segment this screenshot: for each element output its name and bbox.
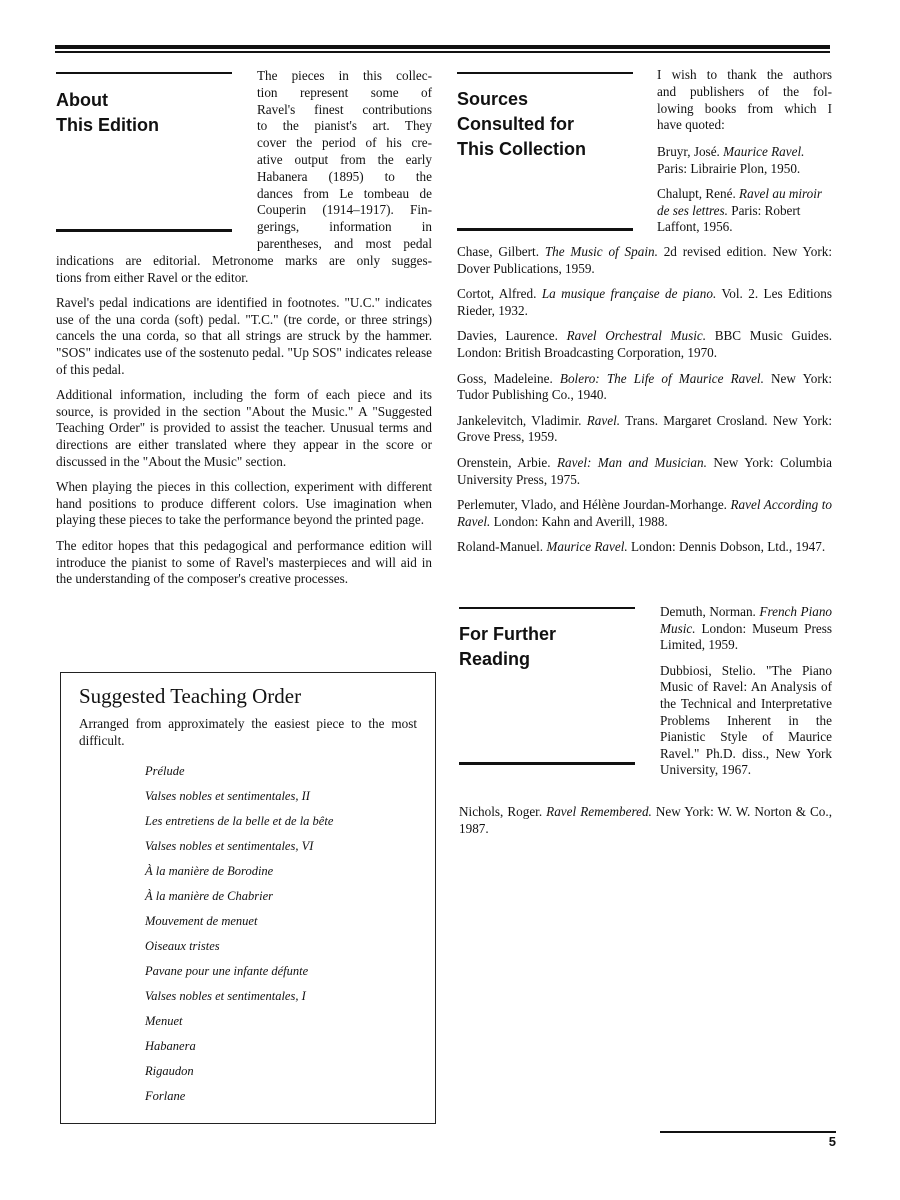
sources-intro-line: I wish to thank the authors — [657, 67, 832, 82]
ref-author: Roland-Manuel. — [457, 539, 544, 555]
ref-author: Nichols, Roger. — [459, 804, 543, 819]
ref-publication: 2d revised edition. New York: Dover Publications, 1959. — [457, 244, 833, 276]
ref-publication: BBC Music Guides. London: British Broadcasting Corporation, 1970. — [457, 328, 833, 360]
ref-publication: Vol. 2. Les Editions Rieder, 1932. — [457, 286, 832, 318]
ref-title: Ravel. — [586, 412, 621, 428]
teaching-order-box — [60, 672, 436, 1124]
teaching-order-item: Pavane pour une infante défunte — [145, 964, 309, 978]
sources-ref — [457, 497, 832, 530]
sources-heading-line3: This Collection — [457, 139, 587, 159]
ref-author: Chase, Gilbert. — [457, 244, 539, 259]
teaching-order-item: Forlane — [145, 1089, 186, 1103]
sources-heading-line1: Sources — [457, 89, 529, 109]
about-side-line: Habanera (1895) to the — [257, 168, 432, 184]
sources-rule-bottom — [457, 228, 633, 231]
teaching-order-item: Oiseaux tristes — [145, 939, 220, 953]
ref-author: Bruyr, José. — [657, 144, 720, 159]
about-side-line: parentheses, and most pedal — [257, 235, 432, 251]
about-rule-top — [56, 72, 232, 74]
ref-publication: New York: W. W. Norton & Co., 1987. — [459, 804, 832, 836]
further-refs — [459, 804, 832, 846]
ref-publication: London: Dennis Dobson, Ltd., 1947. — [630, 539, 826, 555]
about-rule-bottom — [56, 229, 232, 232]
further-heading-line1: For Further — [459, 624, 556, 644]
about-heading — [56, 88, 159, 138]
top-rule-thin — [55, 51, 830, 53]
sources-side-ref — [657, 144, 832, 177]
ref-title: Ravel: Man and Musician. — [556, 454, 707, 470]
about-side-line: ative output from the early — [257, 151, 432, 167]
further-ref — [459, 804, 832, 837]
sources-ref — [457, 455, 832, 488]
teaching-order-item: Valses nobles et sentimentales, VI — [145, 839, 314, 853]
ref-publication: Paris: Librairie Plon, 1950. — [657, 160, 801, 176]
ref-author: Jankelevitch, Vladimir. — [457, 412, 582, 428]
teaching-order-item: Menuet — [145, 1014, 183, 1028]
teaching-order-list — [145, 759, 333, 1109]
ref-title: Ravel au miroir de ses lettres. — [657, 186, 823, 218]
ref-title: La musique française de piano. — [541, 286, 717, 302]
sources-heading — [457, 87, 586, 162]
about-paragraph-hopes: The editor hopes that this pedagogical and performance edition will introduce the pianist to some of Ravel's masterpieces and will aid in the understanding of the composer's creative processes. — [56, 537, 432, 587]
sources-rule-top — [457, 72, 633, 74]
sources-intro-line: and publishers of the fol- — [657, 83, 832, 99]
footer-rule — [660, 1131, 836, 1133]
teaching-order-item: Rigaudon — [145, 1064, 194, 1078]
teaching-order-item: Les entretiens de la belle et de la bête — [145, 814, 334, 828]
sources-ref — [457, 286, 832, 319]
about-heading-line2: This Edition — [56, 115, 159, 135]
ref-title: Ravel According to Ravel. — [457, 497, 833, 529]
sources-intro — [657, 67, 832, 134]
ref-publication: "The Piano Music of Ravel: An Analysis of the Technical and Interpretative Problems Inherent in the Pianistic Style of Maurice Ravel." Ph.D. diss., New York University, 1967. — [660, 662, 832, 778]
sources-intro-line: have quoted: — [657, 117, 725, 133]
about-side-line: cover the period of his cre- — [257, 135, 432, 151]
about-paragraph-pedal: Ravel's pedal indications are identified in footnotes. "U.C." indicates use of the una corda (soft) pedal. "T.C." (tre corde, or three strings) cancels the una corda, so that all strings are struck by the hammer. "SOS" indicates use of the sostenuto pedal. "Up SOS" indicates release of this pedal. — [56, 295, 432, 377]
about-full-line: indications are editorial. Metronome marks are only sugges- — [56, 253, 432, 268]
ref-title: The Music of Spain. — [544, 244, 658, 259]
teaching-order-item: À la manière de Borodine — [145, 864, 274, 878]
teaching-order-title: Suggested Teaching Order — [79, 684, 302, 708]
about-paragraph-additional: Additional information, including the form of each piece and its source, is provided in the section "About the Music." A "Suggested Teaching Order" is provided to assist the teacher. Unusual terms and directions are either translated where they appear in the score or discussed in the "About the Music" section. — [56, 387, 432, 469]
about-full-line: tions from either Ravel or the editor. — [56, 269, 249, 285]
about-side-line: The pieces in this collec- — [257, 68, 432, 83]
teaching-order-item: À la manière de Chabrier — [145, 889, 273, 903]
ref-author: Goss, Madeleine. — [457, 370, 553, 386]
ref-publication: New York: Tudor Publishing Co., 1940. — [457, 370, 833, 403]
ref-title: Ravel Remembered. — [546, 804, 652, 819]
about-side-line: Ravel's finest contributions — [257, 101, 432, 117]
top-rule-thick — [55, 45, 830, 49]
teaching-order-item: Habanera — [145, 1039, 196, 1053]
ref-author: Davies, Laurence. — [457, 328, 558, 344]
further-side-refs — [660, 604, 832, 788]
about-paragraph-playing: When playing the pieces in this collection, experiment with different hand positions to produce different colors. Use imagination when playing these pieces to take the performance beyond the printed page. — [56, 479, 432, 528]
ref-publication: Paris: Robert Laffont, 1956. — [657, 202, 801, 235]
ref-publication: New York: Columbia University Press, 1975. — [457, 454, 833, 487]
about-side-text — [257, 68, 432, 253]
ref-author: Orenstein, Arbie. — [457, 454, 551, 470]
further-rule-bottom — [459, 762, 635, 765]
further-heading-line2: Reading — [459, 649, 531, 669]
sources-ref — [457, 244, 832, 277]
ref-title: Ravel Orchestral Music. — [566, 328, 707, 344]
about-side-line: to the pianist's art. They — [257, 118, 432, 134]
teaching-order-item: Valses nobles et sentimentales, II — [145, 789, 310, 803]
ref-publication: London: Kahn and Averill, 1988. — [493, 513, 668, 529]
ref-author: Cortot, Alfred. — [457, 286, 537, 302]
ref-title: Maurice Ravel. — [723, 144, 805, 159]
teaching-order-item: Valses nobles et sentimentales, I — [145, 989, 306, 1003]
further-rule-top — [459, 607, 635, 609]
about-side-line: gerings, information in — [257, 219, 432, 235]
teaching-order-description: Arranged from approximately the easiest piece to the most difficult. — [79, 716, 417, 748]
further-heading — [459, 622, 556, 672]
ref-title: Bolero: The Life of Maurice Ravel. — [559, 370, 764, 386]
ref-publication: Trans. Margaret Crosland. New York: Grove Press, 1959. — [457, 412, 833, 445]
ref-author: Dubbiosi, Stelio. — [660, 662, 756, 678]
ref-author: Chalupt, René. — [657, 186, 736, 202]
sources-ref — [457, 328, 832, 361]
sources-heading-line2: Consulted for — [457, 114, 574, 134]
about-body — [56, 253, 432, 597]
ref-title: French Piano Music. — [660, 604, 833, 636]
sources-ref — [457, 413, 832, 446]
sources-ref — [457, 371, 832, 404]
sources-side-refs — [657, 144, 832, 245]
page-number: 5 — [828, 1134, 836, 1149]
further-side-ref — [660, 663, 832, 779]
about-heading-line1: About — [56, 90, 108, 110]
about-side-line: tion represent some of — [257, 84, 432, 100]
teaching-order-item: Mouvement de menuet — [145, 914, 258, 928]
further-side-ref — [660, 604, 832, 654]
sources-ref — [457, 539, 832, 556]
ref-author: Demuth, Norman. — [660, 604, 756, 619]
about-side-line: dances from Le tombeau de — [257, 185, 432, 201]
sources-intro-line: lowing books from which I — [657, 100, 832, 116]
ref-author: Perlemuter, Vlado, and Hélène Jourdan-Morhange. — [457, 497, 727, 513]
teaching-order-item: Prélude — [145, 764, 185, 778]
sources-refs — [457, 244, 832, 565]
ref-title: Maurice Ravel. — [546, 539, 628, 555]
sources-side-ref — [657, 186, 832, 236]
about-side-line: Couperin (1914–1917). Fin- — [257, 202, 432, 218]
ref-publication: London: Museum Press Limited, 1959. — [660, 620, 833, 653]
